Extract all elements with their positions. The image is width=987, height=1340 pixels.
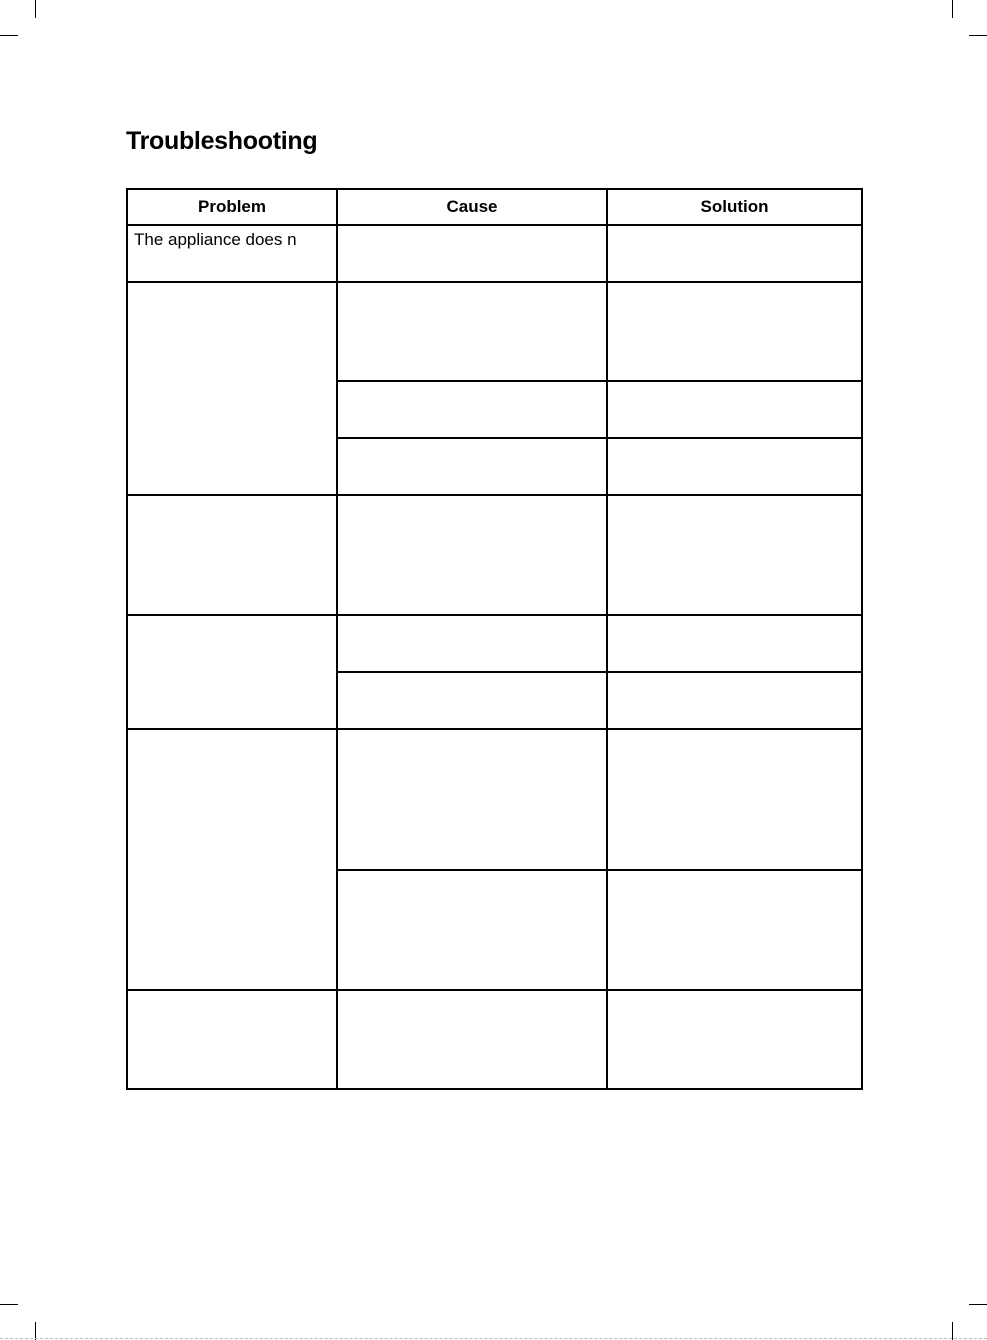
crop-mark-top-left-horizontal — [0, 35, 18, 36]
solution-cell — [607, 282, 862, 381]
solution-cell — [607, 615, 862, 672]
header-problem: Problem — [127, 189, 337, 225]
table-row — [127, 495, 862, 615]
table-row — [127, 990, 862, 1089]
table-row — [127, 729, 862, 870]
problem-cell — [127, 729, 337, 990]
table-header-row — [127, 189, 862, 225]
solution-cell — [607, 495, 862, 615]
solution-cell — [607, 381, 862, 438]
solution-cell — [607, 225, 862, 282]
cause-cell — [337, 672, 607, 729]
problem-cell — [127, 282, 337, 495]
page-bottom-edge — [0, 1338, 987, 1339]
cause-cell — [337, 438, 607, 495]
table-row — [127, 615, 862, 672]
cause-cell — [337, 990, 607, 1089]
cause-cell — [337, 381, 607, 438]
cause-cell — [337, 282, 607, 381]
solution-cell — [607, 990, 862, 1089]
cause-cell — [337, 615, 607, 672]
table-row — [127, 225, 862, 282]
problem-cell — [127, 225, 337, 282]
crop-mark-bottom-left-horizontal — [0, 1304, 18, 1305]
solution-cell — [607, 870, 862, 990]
table-row — [127, 282, 862, 381]
cause-cell — [337, 225, 607, 282]
header-solution: Solution — [607, 189, 862, 225]
troubleshooting-table — [126, 188, 863, 1090]
cause-cell — [337, 870, 607, 990]
solution-cell — [607, 729, 862, 870]
crop-mark-top-left-vertical — [35, 0, 36, 18]
problem-cell — [127, 615, 337, 729]
crop-mark-top-right-vertical — [952, 0, 953, 18]
crop-mark-bottom-right-horizontal — [969, 1304, 987, 1305]
problem-cell — [127, 495, 337, 615]
solution-cell — [607, 672, 862, 729]
solution-cell — [607, 438, 862, 495]
page-title: Troubleshooting — [126, 127, 318, 155]
cause-cell — [337, 729, 607, 870]
cause-cell — [337, 495, 607, 615]
problem-text: The appliance does n — [134, 230, 297, 249]
problem-cell — [127, 990, 337, 1089]
crop-mark-top-right-horizontal — [969, 35, 987, 36]
header-cause: Cause — [337, 189, 607, 225]
